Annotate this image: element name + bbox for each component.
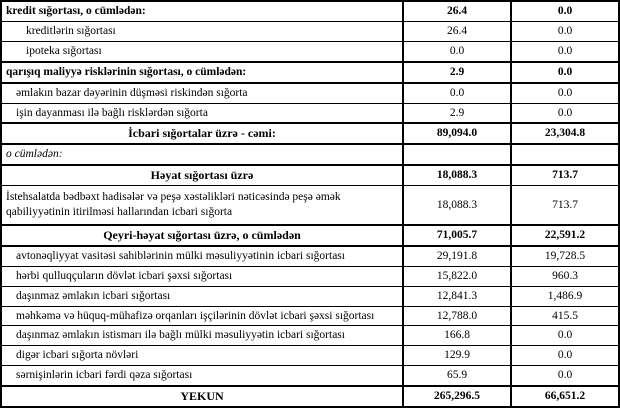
row-label: sərnişinlərin icbari fərdi qəza sığortası xyxy=(16,369,193,382)
col1-value: 18,088.3 xyxy=(402,186,510,224)
col1-value: 0.0 xyxy=(402,42,510,61)
row-label: əmlakın bazar dəyərinin düşməsi riskindən sığorta xyxy=(16,86,248,99)
col1-value: 65.9 xyxy=(402,366,510,385)
col2-value: 713.7 xyxy=(510,186,618,224)
row-label: avtonəqliyyat vasitəsi sahiblərinin mülki məsuliyyətinin icbari sığortası xyxy=(16,249,345,262)
row-label: ipoteka sığortası xyxy=(26,44,102,57)
row-label: qarışıq maliyyə risklərinin sığortası, o cümlədən: xyxy=(6,65,247,78)
col2-value: 0.0 xyxy=(510,63,618,82)
row-label: kreditlərin sığortası xyxy=(26,24,116,37)
col2-value: 0.0 xyxy=(510,2,618,21)
col1-value: 265,296.5 xyxy=(402,387,510,406)
col2-value: 415.5 xyxy=(510,307,618,326)
table-row-compulsory-total xyxy=(2,122,618,143)
col1-value: 26.4 xyxy=(402,2,510,21)
col1-value: 166.8 xyxy=(402,326,510,345)
col2-value: 19,728.5 xyxy=(510,247,618,266)
col2-value: 22,591.2 xyxy=(510,226,618,245)
table-row xyxy=(2,103,618,123)
row-label: daşınmaz əmlakın icbari sığortası xyxy=(16,289,171,302)
col1-value: 2.9 xyxy=(402,63,510,82)
col1-value: 89,094.0 xyxy=(402,124,510,143)
col2-value: 0.0 xyxy=(510,366,618,385)
row-label: hərbi qulluqçuların dövlət icbari şəxsi sığortası xyxy=(16,269,233,282)
col2-value: 1,486.9 xyxy=(510,287,618,306)
row-label: YEKUN xyxy=(180,388,224,403)
table-row xyxy=(2,325,618,345)
table-row xyxy=(2,245,618,266)
table-row-grand-total xyxy=(2,385,618,406)
row-label: İstehsalatda bədbəxt hadisələr və peşə xəstəlikləri nəticəsində peşə əmək qabiliyyətinin itirilməsi hallarından icbari sığorta xyxy=(6,191,341,219)
table-row xyxy=(2,306,618,326)
table-row xyxy=(2,286,618,306)
row-label: kredit sığortası, o cümlədən: xyxy=(6,4,146,17)
table-row xyxy=(2,266,618,286)
table-row-credit-section xyxy=(2,2,618,21)
row-label: o cümlədən: xyxy=(6,148,63,161)
table-row xyxy=(2,82,618,103)
col2-value: 0.0 xyxy=(510,42,618,61)
row-label: İcbari sığortalar üzrə - cəmi: xyxy=(128,126,276,141)
row-label: digər icbari sığorta növləri xyxy=(16,349,139,362)
col2-value: 0.0 xyxy=(510,84,618,103)
row-label: daşınmaz əmlakın istismarı ilə bağlı mülki məsuliyyətin icbari sığortası xyxy=(16,329,345,342)
table-row-life-section xyxy=(2,164,618,185)
table-row xyxy=(2,21,618,41)
row-label: Qeyri-həyat sığortası üzrə, o cümlədən xyxy=(103,227,301,242)
col1-value: 18,088.3 xyxy=(402,166,510,185)
col1-value: 26.4 xyxy=(402,22,510,41)
col1-value: 29,191.8 xyxy=(402,247,510,266)
col1-value: 71,005.7 xyxy=(402,226,510,245)
col1-value: 15,822.0 xyxy=(402,267,510,286)
table-row-including xyxy=(2,143,618,164)
col2-value: 0.0 xyxy=(510,326,618,345)
table-row-nonlife-section xyxy=(2,224,618,245)
row-label: Həyat sığortası üzrə xyxy=(150,167,254,182)
col2-value xyxy=(510,145,618,164)
col1-value: 12,788.0 xyxy=(402,307,510,326)
col2-value: 0.0 xyxy=(510,346,618,365)
col1-value: 129.9 xyxy=(402,346,510,365)
table-row xyxy=(2,365,618,385)
table-row xyxy=(2,41,618,61)
col1-value: 2.9 xyxy=(402,104,510,123)
table-row xyxy=(2,345,618,365)
col1-value: 12,841.3 xyxy=(402,287,510,306)
col2-value: 0.0 xyxy=(510,22,618,41)
table-row-mixed-risk-section xyxy=(2,61,618,82)
col1-value xyxy=(402,145,510,164)
col2-value: 713.7 xyxy=(510,166,618,185)
table-row xyxy=(2,185,618,224)
col2-value: 0.0 xyxy=(510,104,618,123)
col2-value: 960.3 xyxy=(510,267,618,286)
row-label: məhkəmə və hüquq-mühafizə orqanları işçilərinin dövlət icbari şəxsi sığortası xyxy=(16,309,375,322)
col2-value: 66,651.2 xyxy=(510,387,618,406)
row-label: işin dayanması ilə bağlı risklərdən sığorta xyxy=(16,106,208,119)
col1-value: 0.0 xyxy=(402,84,510,103)
col2-value: 23,304.8 xyxy=(510,124,618,143)
